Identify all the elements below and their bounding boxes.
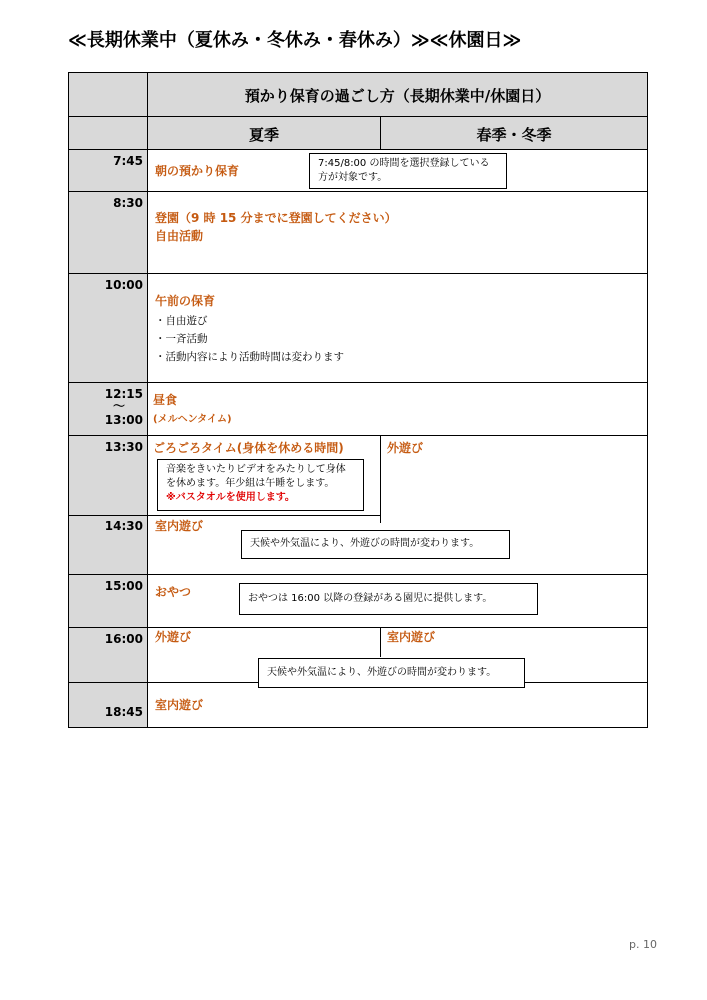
rest-note: [157, 459, 364, 511]
time-label: 13:30: [104, 440, 143, 454]
outdoor-play-label: 外遊び: [387, 441, 424, 455]
time-label: 8:30: [113, 196, 143, 210]
indoor-play-label: 室内遊び: [387, 630, 436, 644]
column-divider: [380, 435, 381, 523]
weather-note: 天候や外気温により、外遊びの時間が変わります。: [258, 658, 525, 688]
row-divider: [69, 515, 381, 516]
page-number: p. 10: [629, 938, 657, 951]
time-label: 10:00: [104, 278, 143, 292]
row-divider: [69, 149, 647, 150]
row-divider: [69, 382, 647, 383]
indoor-play-label: 室内遊び: [155, 698, 204, 712]
outdoor-play-label: 外遊び: [155, 630, 192, 644]
row-divider: [69, 273, 647, 274]
row-divider: [69, 574, 647, 575]
time-label: 16:00: [104, 632, 143, 646]
lunch-label: 昼食: [153, 393, 178, 407]
time-label: 13:00: [104, 413, 143, 427]
rest-note-warning: ※バスタオルを使用します。: [166, 492, 295, 503]
summer-header: 夏季: [248, 126, 279, 144]
weather-note: 天候や外気温により、外遊びの時間が変わります。: [241, 530, 510, 559]
time-label: 14:30: [104, 519, 143, 533]
snack-note: おやつは 16:00 以降の登録がある園児に提供します。: [239, 583, 538, 615]
morning-care-label: 朝の預かり保育: [155, 164, 240, 178]
morning-note: 7:45/8:00 の時間を選択登録している方が対象です。: [309, 153, 507, 189]
spring-winter-header: 春季・冬季: [476, 126, 552, 144]
row-divider: [69, 191, 647, 192]
row-divider: [69, 435, 647, 436]
page-title: ≪長期休業中（夏休み・冬休み・春休み）≫≪休園日≫: [68, 30, 522, 51]
arrival-label: 登園（9 時 15 分までに登園してください）: [155, 211, 397, 225]
am-item: ・一斉活動: [155, 333, 208, 345]
rest-note-text: 音楽をきいたりビデオをみたりして身体を休めます。年少組は午睡をします。: [166, 464, 346, 489]
time-tilde: ～: [112, 399, 125, 413]
row-divider: [69, 116, 647, 117]
snack-label: おやつ: [155, 585, 192, 599]
am-item: ・活動内容により活動時間は変わります: [155, 351, 344, 363]
table-title: 預かり保育の過ごし方（長期休業中/休園日）: [244, 87, 551, 105]
time-label: 18:45: [104, 705, 143, 719]
free-activity-label: 自由活動: [155, 229, 204, 243]
column-divider: [380, 627, 381, 657]
indoor-play-label: 室内遊び: [155, 519, 204, 533]
time-label: 7:45: [113, 154, 143, 168]
schedule-table: [68, 72, 648, 728]
am-item: ・自由遊び: [155, 315, 208, 327]
morning-session-label: 午前の保育: [155, 294, 216, 308]
time-label: 15:00: [104, 579, 143, 593]
rest-time-label: ごろごろタイム(身体を休める時間): [153, 441, 344, 455]
lunch-sub-label: (メルヘンタイム): [153, 414, 232, 425]
time-label: 12:15: [104, 387, 143, 401]
